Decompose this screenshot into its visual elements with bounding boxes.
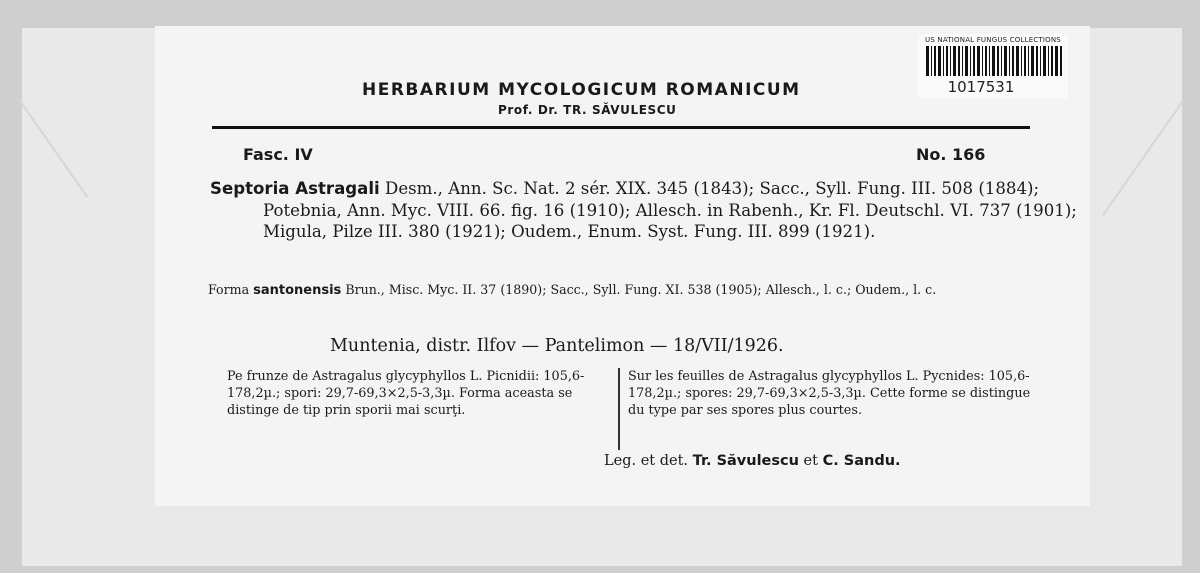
forma-references: Brun., Misc. Myc. II. 37 (1890); Sacc., Syll. Fung. XI. 538 (1905); Allesch., l. c.; Oudem., l. c. [345,282,937,297]
species-name: Septoria Astragali [210,179,380,198]
barcode-number: 1017531 [947,78,1015,96]
description-french: Sur les feuilles de Astragalus glycyphyllos L. Pycnides: 105,6-178,2µ.; spores: 29,7-69,3×2,5-3,3µ. Cette forme se distingue du type par ses spores plus courtes. [628,369,1031,418]
collectors-joiner: et [803,453,818,469]
fascicle-number: Fasc. IV [243,145,313,164]
barcode-caption: US NATIONAL FUNGUS COLLECTIONS [925,36,1061,44]
header-rule [212,126,1030,129]
collector-first: Tr. Săvulescu [692,453,799,469]
species-references: Desm., Ann. Sc. Nat. 2 sér. XIX. 345 (1843); Sacc., Syll. Fung. III. 508 (1884); Potebnia, Ann. Myc. VIII. 66. fig. 16 (1910); Allesch. in Rabenh., Kr. Fl. Deutschl. VI. 737 (1901); Migula, Pilze III. 380 (1921); Oudem., Enum. Syst. Fung. III. 899 (1921). [263,179,1077,241]
herbarium-title: HERBARIUM MYCOLOGICUM ROMANICUM [362,80,801,100]
species-reference [210,178,1093,243]
exsiccata-number: No. 166 [916,145,986,164]
forma-prefix: Forma [208,282,250,297]
description-romanian: Pe frunze de Astragalus glycyphyllos L. Picnidii: 105,6-178,2µ.; spori: 29,7-69,3×2,5-3,3µ. Forma aceasta se distinge de tip prin sporii mai scurţi. [227,369,585,418]
forma-name: santonensis [253,283,342,298]
collectors-line [604,453,901,469]
column-divider [618,368,620,450]
barcode-icon [926,46,1062,76]
collectors-prefix: Leg. et det. [604,453,689,469]
collector-second: C. Sandu. [822,453,901,469]
herbarium-subtitle: Prof. Dr. TR. SĂVULESCU [498,103,677,117]
forma-reference [208,281,1119,299]
envelope-flap-line [1102,100,1184,216]
collection-locality: Muntenia, distr. Ilfov — Pantelimon — 18/VII/1926. [330,336,784,356]
envelope-flap-line [18,98,88,197]
